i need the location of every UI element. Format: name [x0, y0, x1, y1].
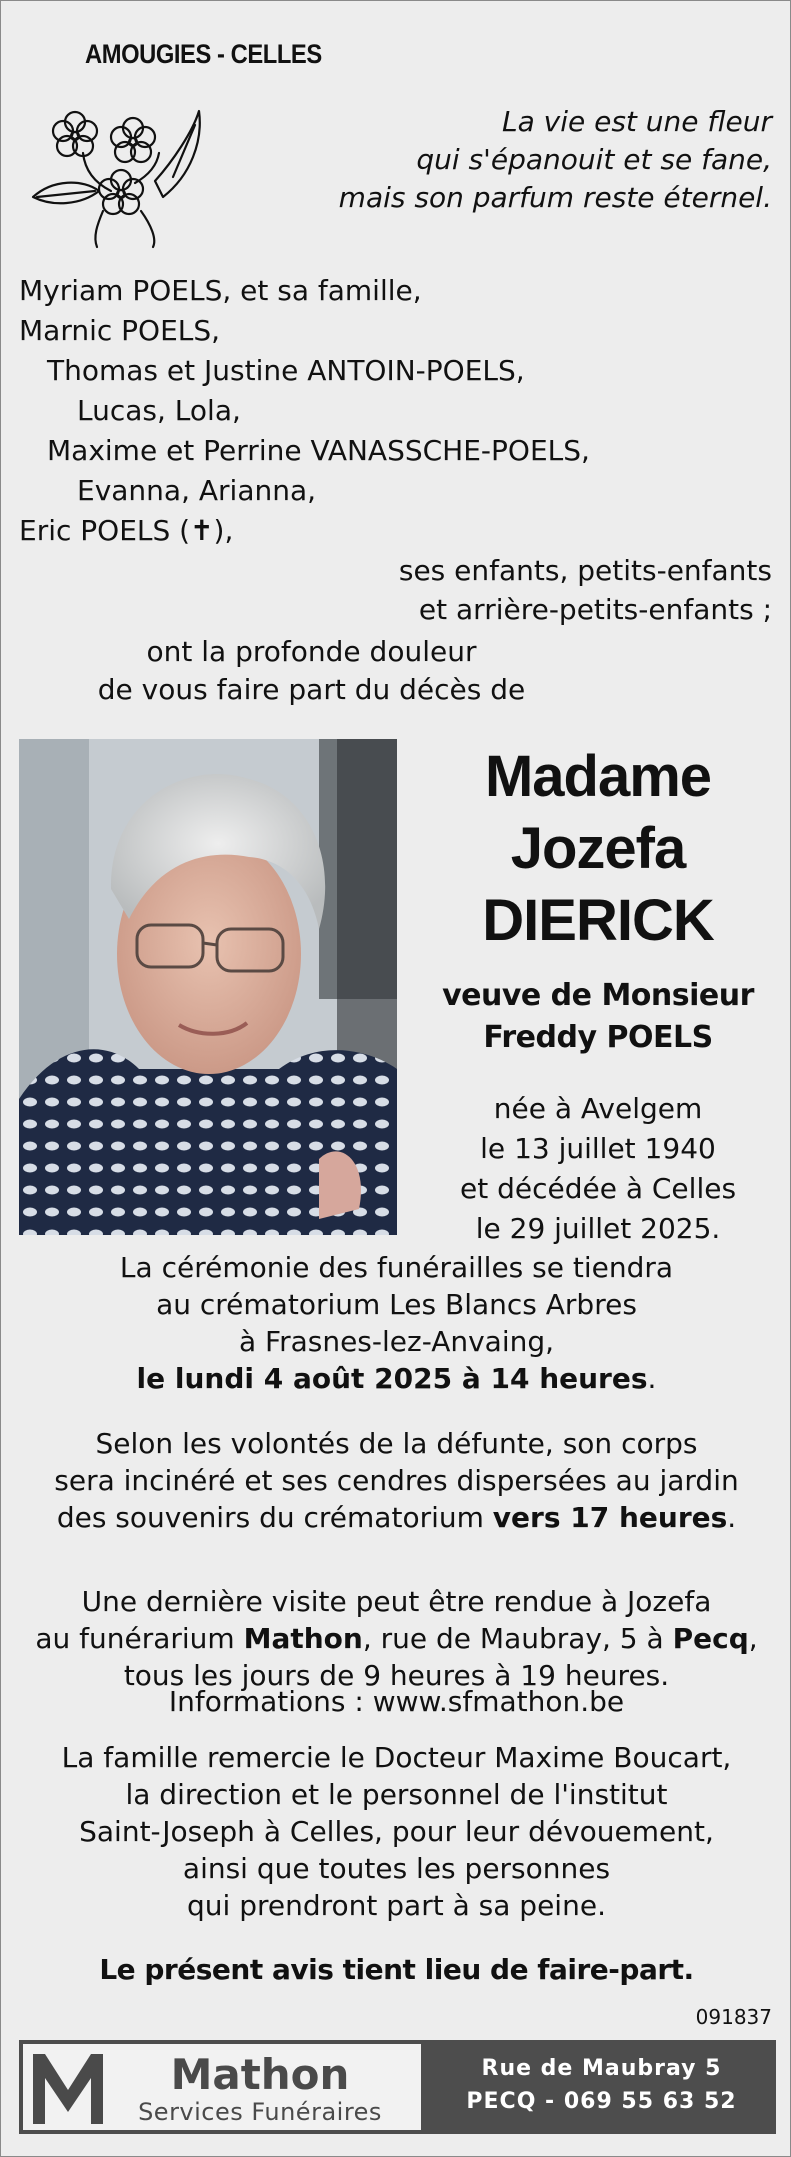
ceremony-line: à Frasnes-lez-Anvaing,: [238, 1325, 555, 1358]
visit-line: tous les jours de 9 heures à 19 heures.: [123, 1659, 670, 1692]
funeral-home-banner: [19, 2040, 776, 2134]
quote-line: mais son parfum reste éternel.: [338, 181, 772, 214]
ceremony-line: au crématorium Les Blancs Arbres: [156, 1288, 637, 1321]
relation-line: ses enfants, petits-enfants: [398, 554, 772, 587]
family-line: Myriam POELS, et sa famille,: [19, 274, 422, 307]
cremation-paragraph: Selon les volontés de la défunte, son corps sera incinéré et ses cendres dispersées au jardin des souvenirs du crématorium vers 17 heures.: [1, 1425, 791, 1536]
ceremony-paragraph: La cérémonie des funérailles se tiendra au crématorium Les Blancs Arbres à Frasnes-lez-Anvaing, le lundi 4 août 2025 à 14 heures.: [1, 1249, 791, 1397]
date-line: née à Avelgem: [493, 1092, 703, 1125]
announcement-line: de vous faire part du décès de: [97, 673, 526, 706]
brand-name: Mathon: [170, 2050, 350, 2099]
ceremony-date: le lundi 4 août 2025 à 14 heures: [136, 1362, 648, 1395]
funeral-home-contact: [429, 2052, 774, 2118]
funeral-home-city: Pecq: [672, 1622, 749, 1655]
family-line: Lucas, Lola,: [77, 394, 241, 427]
family-list: [19, 271, 590, 551]
family-line: Evanna, Arianna,: [77, 474, 317, 507]
thanks-line: Saint-Joseph à Celles, pour leur dévouement,: [79, 1815, 714, 1848]
funeral-home-name: Mathon: [243, 1622, 363, 1655]
dispersal-time: vers 17 heures: [492, 1501, 728, 1534]
thanks-line: qui prendront part à sa peine.: [187, 1889, 606, 1922]
birth-death-dates: [413, 1089, 783, 1249]
funeral-home-phone: PECQ - 069 55 63 52: [466, 2089, 737, 2114]
thanks-line: la direction et le personnel de l'institut: [125, 1778, 668, 1811]
reference-number: 091837: [695, 2005, 772, 2029]
thanks-line: La famille remercie le Docteur Maxime Boucart,: [61, 1741, 732, 1774]
family-line: Marnic POELS,: [19, 314, 221, 347]
funeral-home-address: Rue de Maubray 5: [481, 2056, 722, 2081]
location-heading: AMOUGIES - CELLES: [85, 39, 322, 69]
closing-statement: Le présent avis tient lieu de faire-part.: [99, 1953, 694, 1986]
announcement-line: ont la profonde douleur: [146, 635, 477, 668]
info-line: Informations : www.sfmathon.be: [168, 1685, 625, 1718]
visit-paragraph: Une dernière visite peut être rendue à Jozefa au funérarium Mathon, rue de Maubray, 5 à Pecq, tous les jours de 9 heures à 19 heures.: [1, 1583, 791, 1694]
deceased-name: [413, 741, 783, 957]
relation-line: et arrière-petits-enfants ;: [418, 593, 772, 626]
family-relation: [399, 551, 772, 629]
deceased-portrait-photo: [19, 739, 397, 1235]
deceased-title: Madame: [484, 744, 712, 809]
widow-line: veuve de Monsieur: [442, 978, 754, 1013]
date-line: le 13 juillet 1940: [480, 1132, 716, 1165]
epitaph-quote: [339, 103, 772, 217]
announcement: [1, 633, 791, 709]
quote-line: qui s'épanouit et se fane,: [416, 143, 772, 176]
deceased-first-name: Jozefa: [510, 816, 686, 881]
family-line: Maxime et Perrine VANASSCHE-POELS,: [47, 434, 590, 467]
family-line: Thomas et Justine ANTOIN-POELS,: [47, 354, 525, 387]
deceased-last-name: DIERICK: [482, 888, 714, 953]
mathon-m-logo-icon: [29, 2050, 107, 2126]
family-line: Eric POELS (✝),: [19, 514, 234, 547]
visit-line: Une dernière visite peut être rendue à Jozefa: [81, 1585, 712, 1618]
thanks-paragraph: [1, 1739, 791, 1924]
date-line: le 29 juillet 2025.: [475, 1212, 721, 1245]
brand-logo-panel: [23, 2044, 421, 2130]
thanks-line: ainsi que toutes les personnes: [182, 1852, 611, 1885]
cremation-line: Selon les volontés de la défunte, son corps: [95, 1427, 698, 1460]
quote-line: La vie est une fleur: [501, 105, 772, 138]
cremation-line: sera incinéré et ses cendres dispersées au jardin: [54, 1464, 739, 1497]
widow-of: [413, 975, 783, 1059]
brand-subtitle: Services Funéraires: [138, 2098, 382, 2126]
ceremony-line: La cérémonie des funérailles se tiendra: [119, 1251, 674, 1284]
date-line: et décédée à Celles: [459, 1172, 737, 1205]
widow-line: Freddy POELS: [483, 1020, 713, 1055]
forget-me-not-flowers-icon: [23, 101, 213, 249]
